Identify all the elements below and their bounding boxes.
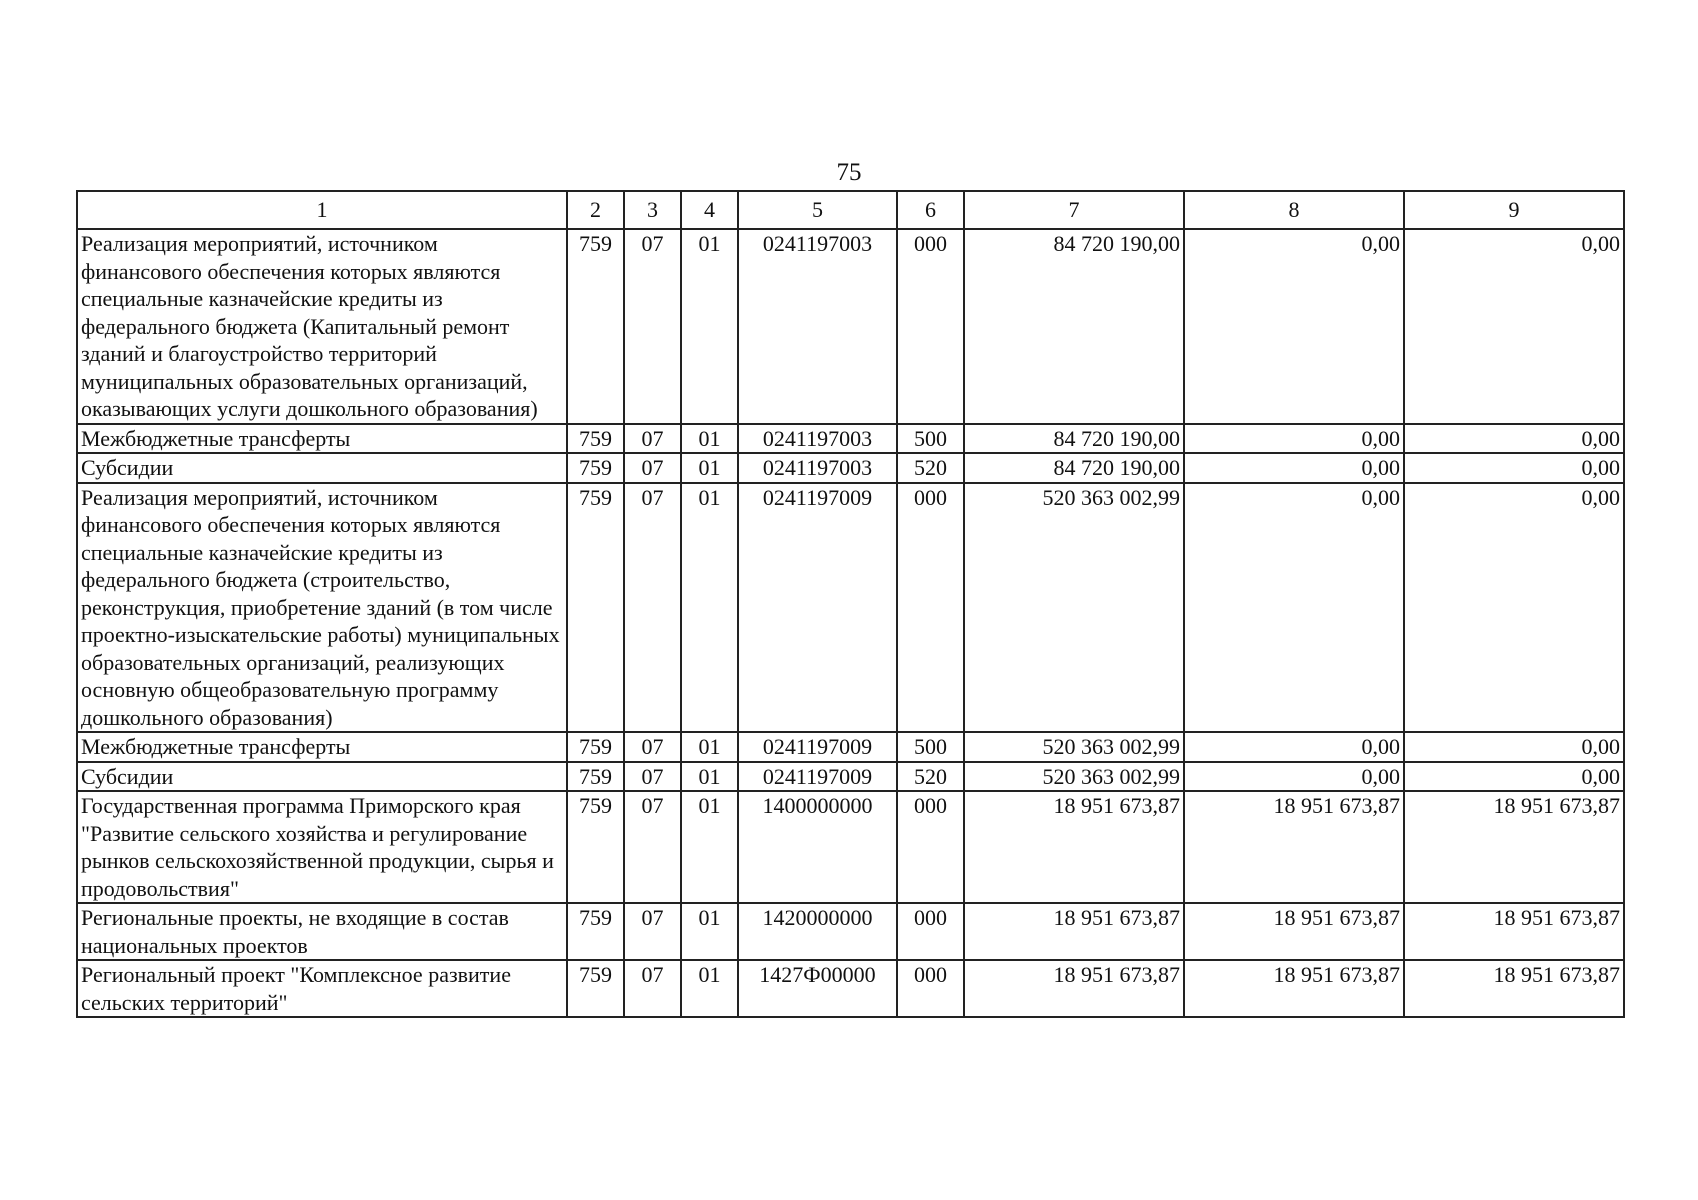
expense-type-code: 520 [897,762,964,792]
amount-col7: 18 951 673,87 [964,960,1184,1017]
ministry-code: 759 [567,762,624,792]
amount-col7: 520 363 002,99 [964,732,1184,762]
column-header: 6 [897,191,964,229]
amount-col8: 0,00 [1184,762,1404,792]
table-row [77,453,1624,483]
ministry-code: 759 [567,424,624,454]
header-row [77,191,1624,229]
table-row [77,483,1624,733]
amount-col8: 0,00 [1184,453,1404,483]
section-code: 07 [624,424,681,454]
amount-col7: 520 363 002,99 [964,483,1184,733]
expense-type-code: 000 [897,960,964,1017]
target-article-code: 0241197009 [738,732,897,762]
section-code: 07 [624,791,681,903]
column-header: 4 [681,191,738,229]
column-header: 5 [738,191,897,229]
table-row [77,903,1624,960]
subsection-code: 01 [681,424,738,454]
ministry-code: 759 [567,732,624,762]
amount-col7: 18 951 673,87 [964,791,1184,903]
row-name: Региональные проекты, не входящие в состав национальных проектов [77,903,567,960]
target-article-code: 0241197003 [738,229,897,424]
row-name: Межбюджетные трансферты [77,732,567,762]
expense-type-code: 000 [897,483,964,733]
table-row [77,229,1624,424]
budget-table [76,190,1625,1018]
subsection-code: 01 [681,732,738,762]
ministry-code: 759 [567,960,624,1017]
target-article-code: 1420000000 [738,903,897,960]
amount-col9: 18 951 673,87 [1404,960,1624,1017]
amount-col8: 0,00 [1184,229,1404,424]
amount-col9: 0,00 [1404,762,1624,792]
subsection-code: 01 [681,483,738,733]
amount-col9: 0,00 [1404,229,1624,424]
subsection-code: 01 [681,762,738,792]
row-name: Региональный проект "Комплексное развитие сельских территорий" [77,960,567,1017]
amount-col7: 520 363 002,99 [964,762,1184,792]
row-name: Субсидии [77,762,567,792]
ministry-code: 759 [567,453,624,483]
column-header: 8 [1184,191,1404,229]
ministry-code: 759 [567,229,624,424]
amount-col9: 18 951 673,87 [1404,903,1624,960]
row-name: Государственная программа Приморского края "Развитие сельского хозяйства и регулирование рынков сельскохозяйственной продукции, сырья и продовольствия" [77,791,567,903]
row-name: Реализация мероприятий, источником финансового обеспечения которых являются специальные казначейские кредиты из федерального бюджета (Капитальный ремонт зданий и благоустройство территорий муниципальных образовательных организаций, оказывающих услуги дошкольного образования) [77,229,567,424]
amount-col8: 0,00 [1184,483,1404,733]
section-code: 07 [624,453,681,483]
table-row [77,762,1624,792]
subsection-code: 01 [681,791,738,903]
section-code: 07 [624,903,681,960]
amount-col7: 84 720 190,00 [964,424,1184,454]
expense-type-code: 520 [897,453,964,483]
section-code: 07 [624,762,681,792]
ministry-code: 759 [567,791,624,903]
amount-col9: 18 951 673,87 [1404,791,1624,903]
table-row [77,424,1624,454]
amount-col9: 0,00 [1404,453,1624,483]
row-name: Реализация мероприятий, источником финансового обеспечения которых являются специальные казначейские кредиты из федерального бюджета (строительство, реконструкция, приобретение зданий (в том числе проектно-изыскательские работы) муниципальных образовательных организаций, реализующих основную общеобразовательную программу дошкольного образования) [77,483,567,733]
table-row [77,732,1624,762]
target-article-code: 0241197009 [738,483,897,733]
amount-col8: 0,00 [1184,732,1404,762]
ministry-code: 759 [567,903,624,960]
target-article-code: 0241197009 [738,762,897,792]
column-header: 7 [964,191,1184,229]
subsection-code: 01 [681,960,738,1017]
amount-col9: 0,00 [1404,732,1624,762]
amount-col7: 84 720 190,00 [964,229,1184,424]
amount-col7: 18 951 673,87 [964,903,1184,960]
column-header: 2 [567,191,624,229]
column-header: 9 [1404,191,1624,229]
section-code: 07 [624,960,681,1017]
subsection-code: 01 [681,229,738,424]
subsection-code: 01 [681,903,738,960]
target-article-code: 0241197003 [738,453,897,483]
row-name: Субсидии [77,453,567,483]
table-row [77,960,1624,1017]
section-code: 07 [624,483,681,733]
column-header: 1 [77,191,567,229]
section-code: 07 [624,732,681,762]
target-article-code: 1427Ф00000 [738,960,897,1017]
expense-type-code: 500 [897,732,964,762]
amount-col8: 0,00 [1184,424,1404,454]
target-article-code: 0241197003 [738,424,897,454]
amount-col9: 0,00 [1404,483,1624,733]
section-code: 07 [624,229,681,424]
amount-col8: 18 951 673,87 [1184,960,1404,1017]
column-header: 3 [624,191,681,229]
subsection-code: 01 [681,453,738,483]
ministry-code: 759 [567,483,624,733]
table-row [77,791,1624,903]
expense-type-code: 500 [897,424,964,454]
target-article-code: 1400000000 [738,791,897,903]
amount-col8: 18 951 673,87 [1184,903,1404,960]
expense-type-code: 000 [897,791,964,903]
expense-type-code: 000 [897,903,964,960]
amount-col7: 84 720 190,00 [964,453,1184,483]
expense-type-code: 000 [897,229,964,424]
row-name: Межбюджетные трансферты [77,424,567,454]
amount-col9: 0,00 [1404,424,1624,454]
page-number: 75 [836,159,862,186]
amount-col8: 18 951 673,87 [1184,791,1404,903]
